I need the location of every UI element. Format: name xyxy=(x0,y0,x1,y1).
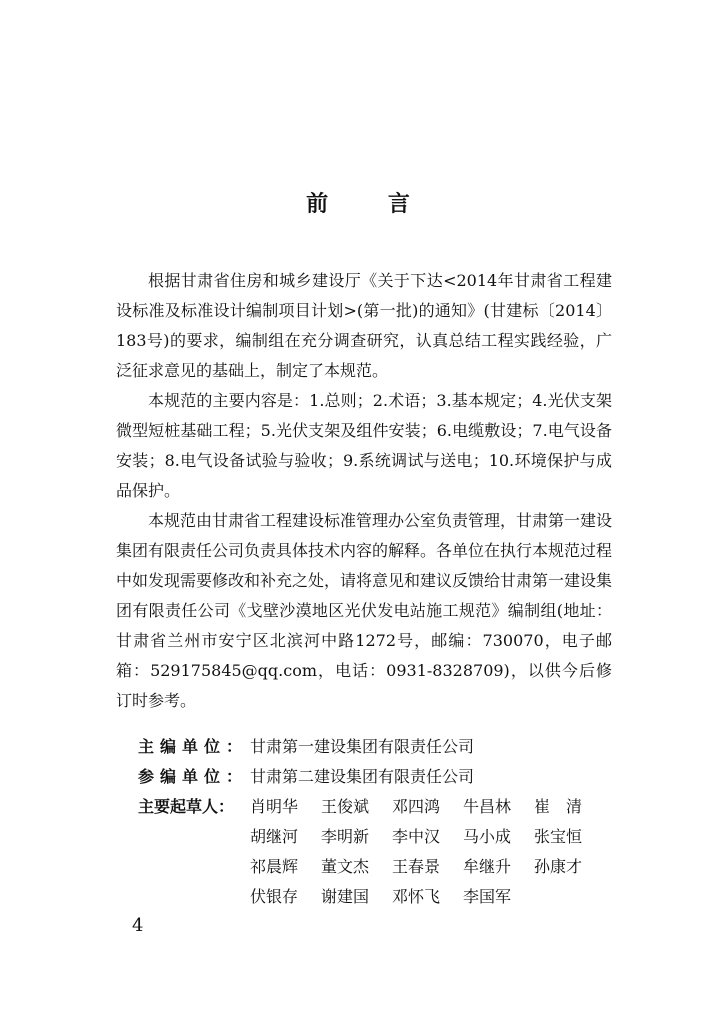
chief-unit-value: 甘肃第一建设集团有限责任公司 xyxy=(250,737,475,756)
drafter-name: 崔 清 xyxy=(534,797,583,816)
drafter-name: 牛昌林 xyxy=(463,797,512,816)
drafter-name: 伏银存 xyxy=(250,887,299,906)
drafter-name: 李中汉 xyxy=(392,827,441,846)
drafter-name: 李明新 xyxy=(321,827,370,846)
chief-unit-label: 主编单位： xyxy=(138,737,249,756)
participating-unit-row xyxy=(138,762,605,792)
participating-unit-value: 甘肃第二建设集团有限责任公司 xyxy=(250,767,475,786)
paragraph: 本规范的主要内容是：1.总则；2.术语；3.基本规定；4.光伏支架微型短桩基础工程；5.光伏支架及组件安装；6.电缆敷设；7.电气设备安装；8.电气设备试验与验收；9.系统调试与送电；10.环境保护与成品保护。 xyxy=(116,391,612,500)
drafter-name: 牟继升 xyxy=(463,857,512,876)
preface-body xyxy=(116,266,612,716)
credits-section xyxy=(138,732,605,912)
drafter-name: 董文杰 xyxy=(321,857,370,876)
drafters-list xyxy=(250,792,605,912)
drafter-name: 祁晨辉 xyxy=(250,857,299,876)
page-title: 前 言 xyxy=(306,192,436,217)
paragraph: 根据甘肃省住房和城乡建设厅《关于下达<2014年甘肃省工程建设标准及标准设计编制项目计划>(第一批)的通知》(甘建标〔2014〕183号)的要求，编制组在充分调查研究，认真总结工程实践经验，广泛征求意见的基础上，制定了本规范。 xyxy=(116,271,612,380)
drafter-name: 马小成 xyxy=(463,827,512,846)
drafters-row xyxy=(138,792,605,912)
page-number: 4 xyxy=(132,915,144,936)
drafter-name: 胡继河 xyxy=(250,827,299,846)
participating-unit-label: 参编单位： xyxy=(138,767,249,786)
drafter-name: 肖明华 xyxy=(250,797,299,816)
drafter-name: 孙康才 xyxy=(534,857,583,876)
drafter-name: 王春景 xyxy=(392,857,441,876)
drafter-name: 邓四鸿 xyxy=(392,797,441,816)
drafters-label: 主要起草人： xyxy=(138,797,235,816)
drafter-name: 张宝恒 xyxy=(534,827,583,846)
paragraph: 本规范由甘肃省工程建设标准管理办公室负责管理，甘肃第一建设集团有限责任公司负责具体技术内容的解释。各单位在执行本规范过程中如发现需要修改和补充之处，请将意见和建议反馈给甘肃第一建设集团有限责任公司《戈壁沙漠地区光伏发电站施工规范》编制组(地址：甘肃省兰州市安宁区北滨河中路1272号，邮编：730070，电子邮箱：529175845@qq.com，电话：0931-8328709)，以供今后修订时参考。 xyxy=(116,511,613,710)
drafter-name: 王俊斌 xyxy=(321,797,370,816)
drafter-name: 谢建国 xyxy=(321,887,370,906)
drafter-name: 邓怀飞 xyxy=(392,887,441,906)
chief-unit-row xyxy=(138,732,605,762)
drafter-name: 李国军 xyxy=(463,887,512,906)
